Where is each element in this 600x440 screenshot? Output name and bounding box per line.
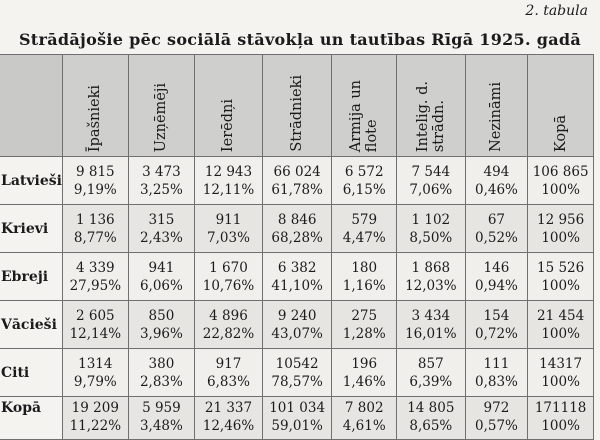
cell-count: 101 034 xyxy=(269,400,326,416)
cell-count: 315 xyxy=(148,211,175,228)
cell-percent: 6,83% xyxy=(207,373,250,390)
cell-percent: 100% xyxy=(541,418,580,434)
cell-percent: 3,96% xyxy=(139,325,183,342)
cell-percent: 6,39% xyxy=(409,373,453,390)
row-header: Latvieši xyxy=(0,157,62,205)
cell-count: 8 846 xyxy=(277,211,317,228)
cell-percent: 0,94% xyxy=(474,277,518,294)
cell-count: 21 454 xyxy=(536,307,585,324)
table-cell xyxy=(262,205,332,253)
cell-percent: 4,47% xyxy=(342,229,386,246)
cell-percent: 41,10% xyxy=(271,277,323,294)
table-cell xyxy=(397,301,466,349)
cell-percent: 0,72% xyxy=(474,325,518,342)
cell-percent: 9,19% xyxy=(73,181,117,198)
table-cell xyxy=(465,397,528,440)
cell-count: 5 959 xyxy=(142,400,181,416)
cell-count: 911 xyxy=(215,211,242,228)
cell-count: 6 382 xyxy=(277,259,317,276)
cell-percent: 100% xyxy=(541,373,580,390)
cell-percent: 61,78% xyxy=(271,181,323,198)
row-header: Vācieši xyxy=(0,301,62,349)
header-row xyxy=(0,55,594,157)
cell-count: 9 240 xyxy=(277,307,317,324)
corner-cell xyxy=(0,55,62,157)
cell-percent: 12,11% xyxy=(202,181,255,198)
table-cell xyxy=(397,157,466,205)
cell-count: 3 473 xyxy=(142,163,181,180)
table-cell xyxy=(397,397,466,440)
column-header xyxy=(195,55,263,157)
table-cell xyxy=(195,157,263,205)
cell-percent: 3,25% xyxy=(139,181,183,198)
column-header-label: Armija un flote xyxy=(348,79,381,152)
cell-percent: 22,82% xyxy=(202,325,255,342)
cell-percent: 43,07% xyxy=(271,325,323,342)
table-cell xyxy=(528,205,594,253)
cell-count: 9 815 xyxy=(75,163,115,180)
table-cell xyxy=(195,301,263,349)
cell-percent: 1,28% xyxy=(342,325,386,342)
table-cell xyxy=(62,397,128,440)
cell-count: 15 526 xyxy=(536,259,585,276)
row-header: Kopā xyxy=(0,397,62,440)
cell-percent: 4,61% xyxy=(342,418,386,434)
table-cell xyxy=(528,301,594,349)
cell-count: 7 544 xyxy=(411,163,451,180)
cell-count: 850 xyxy=(148,307,175,324)
table-row xyxy=(0,301,594,349)
table-cell xyxy=(195,253,263,301)
cell-percent: 0,57% xyxy=(474,418,518,434)
cell-count: 4 896 xyxy=(209,307,248,324)
table-row xyxy=(0,157,594,205)
table-cell xyxy=(195,349,263,397)
table-cell xyxy=(465,205,528,253)
table-cell xyxy=(62,349,128,397)
cell-percent: 8,50% xyxy=(409,229,453,246)
table-cell xyxy=(262,301,332,349)
table-cell xyxy=(465,349,528,397)
cell-percent: 10,76% xyxy=(202,277,255,294)
column-header-label: Nezināmi xyxy=(488,82,505,152)
cell-count: 857 xyxy=(417,355,444,372)
cell-percent: 2,83% xyxy=(139,373,183,390)
row-header: Ebreji xyxy=(0,253,62,301)
cell-count: 12 943 xyxy=(204,163,253,180)
table-cell xyxy=(62,205,128,253)
table-row xyxy=(0,205,594,253)
table-cell xyxy=(528,397,594,440)
column-header xyxy=(128,55,195,157)
cell-count: 275 xyxy=(351,307,378,324)
table-cell xyxy=(128,205,195,253)
cell-count: 106 865 xyxy=(532,163,589,180)
cell-count: 67 xyxy=(487,211,506,228)
cell-percent: 9,79% xyxy=(73,373,117,390)
column-header-label: Uzņēmēji xyxy=(153,82,170,152)
cell-count: 180 xyxy=(351,259,378,276)
table-cell xyxy=(528,253,594,301)
cell-percent: 68,28% xyxy=(271,229,323,246)
cell-count: 7 802 xyxy=(344,400,384,416)
table-number-label: 2. tabula xyxy=(525,3,588,19)
cell-percent: 16,01% xyxy=(405,325,457,342)
cell-count: 171118 xyxy=(534,400,587,416)
cell-percent: 8,77% xyxy=(73,229,117,246)
column-header-label: Kopā xyxy=(552,114,569,152)
cell-percent: 1,16% xyxy=(342,277,386,294)
cell-percent: 0,52% xyxy=(474,229,518,246)
table-title: Strādājošie pēc sociālā stāvokļa un tautības Rīgā 1925. gadā xyxy=(18,30,582,49)
cell-percent: 6,06% xyxy=(139,277,183,294)
cell-count: 111 xyxy=(483,355,510,372)
row-header: Krievi xyxy=(0,205,62,253)
cell-percent: 0,46% xyxy=(474,181,518,198)
cell-count: 1 102 xyxy=(411,211,451,228)
table-cell xyxy=(528,157,594,205)
cell-count: 972 xyxy=(483,400,510,416)
cell-count: 21 337 xyxy=(204,400,253,416)
table-cell xyxy=(62,157,128,205)
cell-percent: 6,15% xyxy=(342,181,386,198)
cell-count: 579 xyxy=(351,211,378,228)
column-header xyxy=(332,55,397,157)
cell-percent: 12,46% xyxy=(202,418,255,434)
table-row xyxy=(0,253,594,301)
column-header xyxy=(528,55,594,157)
cell-percent: 11,22% xyxy=(69,418,122,434)
cell-percent: 100% xyxy=(541,325,580,342)
cell-count: 66 024 xyxy=(273,163,321,180)
cell-count: 10542 xyxy=(275,355,319,372)
cell-percent: 12,14% xyxy=(69,325,122,342)
cell-count: 941 xyxy=(148,259,175,276)
table-cell xyxy=(262,349,332,397)
column-header xyxy=(62,55,128,157)
cell-count: 12 956 xyxy=(536,211,585,228)
cell-percent: 100% xyxy=(541,229,580,246)
cell-count: 917 xyxy=(215,355,242,372)
table-cell xyxy=(128,301,195,349)
table-row xyxy=(0,397,594,440)
cell-percent: 2,43% xyxy=(139,229,183,246)
table-cell xyxy=(332,397,397,440)
cell-count: 14 805 xyxy=(407,400,455,416)
cell-count: 154 xyxy=(483,307,510,324)
cell-percent: 100% xyxy=(541,277,580,294)
table-cell xyxy=(465,157,528,205)
table-cell xyxy=(332,205,397,253)
table-cell xyxy=(332,349,397,397)
cell-count: 19 209 xyxy=(71,400,119,416)
table-cell xyxy=(128,349,195,397)
column-header-label: Īpašnieki xyxy=(87,84,104,152)
cell-count: 3 434 xyxy=(411,307,451,324)
row-header: Citi xyxy=(0,349,62,397)
cell-percent: 78,57% xyxy=(271,373,323,390)
column-header-label: Intelig. d. strādn. xyxy=(414,80,447,152)
table-cell xyxy=(128,253,195,301)
table-cell xyxy=(397,205,466,253)
table-row xyxy=(0,349,594,397)
cell-count: 2 605 xyxy=(75,307,115,324)
cell-count: 380 xyxy=(148,355,175,372)
cell-percent: 7,06% xyxy=(409,181,453,198)
table-cell xyxy=(332,253,397,301)
cell-percent: 59,01% xyxy=(271,418,323,434)
table-cell xyxy=(195,205,263,253)
table-cell xyxy=(528,349,594,397)
cell-count: 494 xyxy=(483,163,510,180)
cell-count: 14317 xyxy=(539,355,583,372)
cell-count: 1 136 xyxy=(75,211,115,228)
cell-count: 1 670 xyxy=(209,259,248,276)
table-cell xyxy=(262,157,332,205)
cell-count: 196 xyxy=(351,355,378,372)
cell-percent: 0,83% xyxy=(474,373,518,390)
table-cell xyxy=(332,157,397,205)
cell-count: 4 339 xyxy=(75,259,115,276)
table-cell xyxy=(397,349,466,397)
table-cell xyxy=(195,397,263,440)
cell-percent: 1,46% xyxy=(342,373,386,390)
cell-count: 1314 xyxy=(78,355,113,372)
table-cell xyxy=(62,253,128,301)
table-cell xyxy=(128,157,195,205)
cell-percent: 27,95% xyxy=(69,277,122,294)
column-header xyxy=(262,55,332,157)
column-header-label: Ierēdņi xyxy=(220,98,237,152)
table-cell xyxy=(262,397,332,440)
table-cell xyxy=(262,253,332,301)
column-header xyxy=(465,55,528,157)
data-table xyxy=(0,54,594,440)
table-cell xyxy=(465,253,528,301)
table-cell xyxy=(332,301,397,349)
cell-percent: 8,65% xyxy=(409,418,453,434)
cell-percent: 12,03% xyxy=(405,277,457,294)
table-cell xyxy=(128,397,195,440)
table-cell xyxy=(465,301,528,349)
cell-count: 146 xyxy=(483,259,510,276)
column-header xyxy=(397,55,466,157)
cell-count: 6 572 xyxy=(344,163,384,180)
column-header-label: Strādnieki xyxy=(289,75,306,152)
table-cell xyxy=(62,301,128,349)
cell-count: 1 868 xyxy=(411,259,451,276)
cell-percent: 100% xyxy=(541,181,580,198)
table-cell xyxy=(397,253,466,301)
cell-percent: 7,03% xyxy=(207,229,250,246)
cell-percent: 3,48% xyxy=(139,418,183,434)
